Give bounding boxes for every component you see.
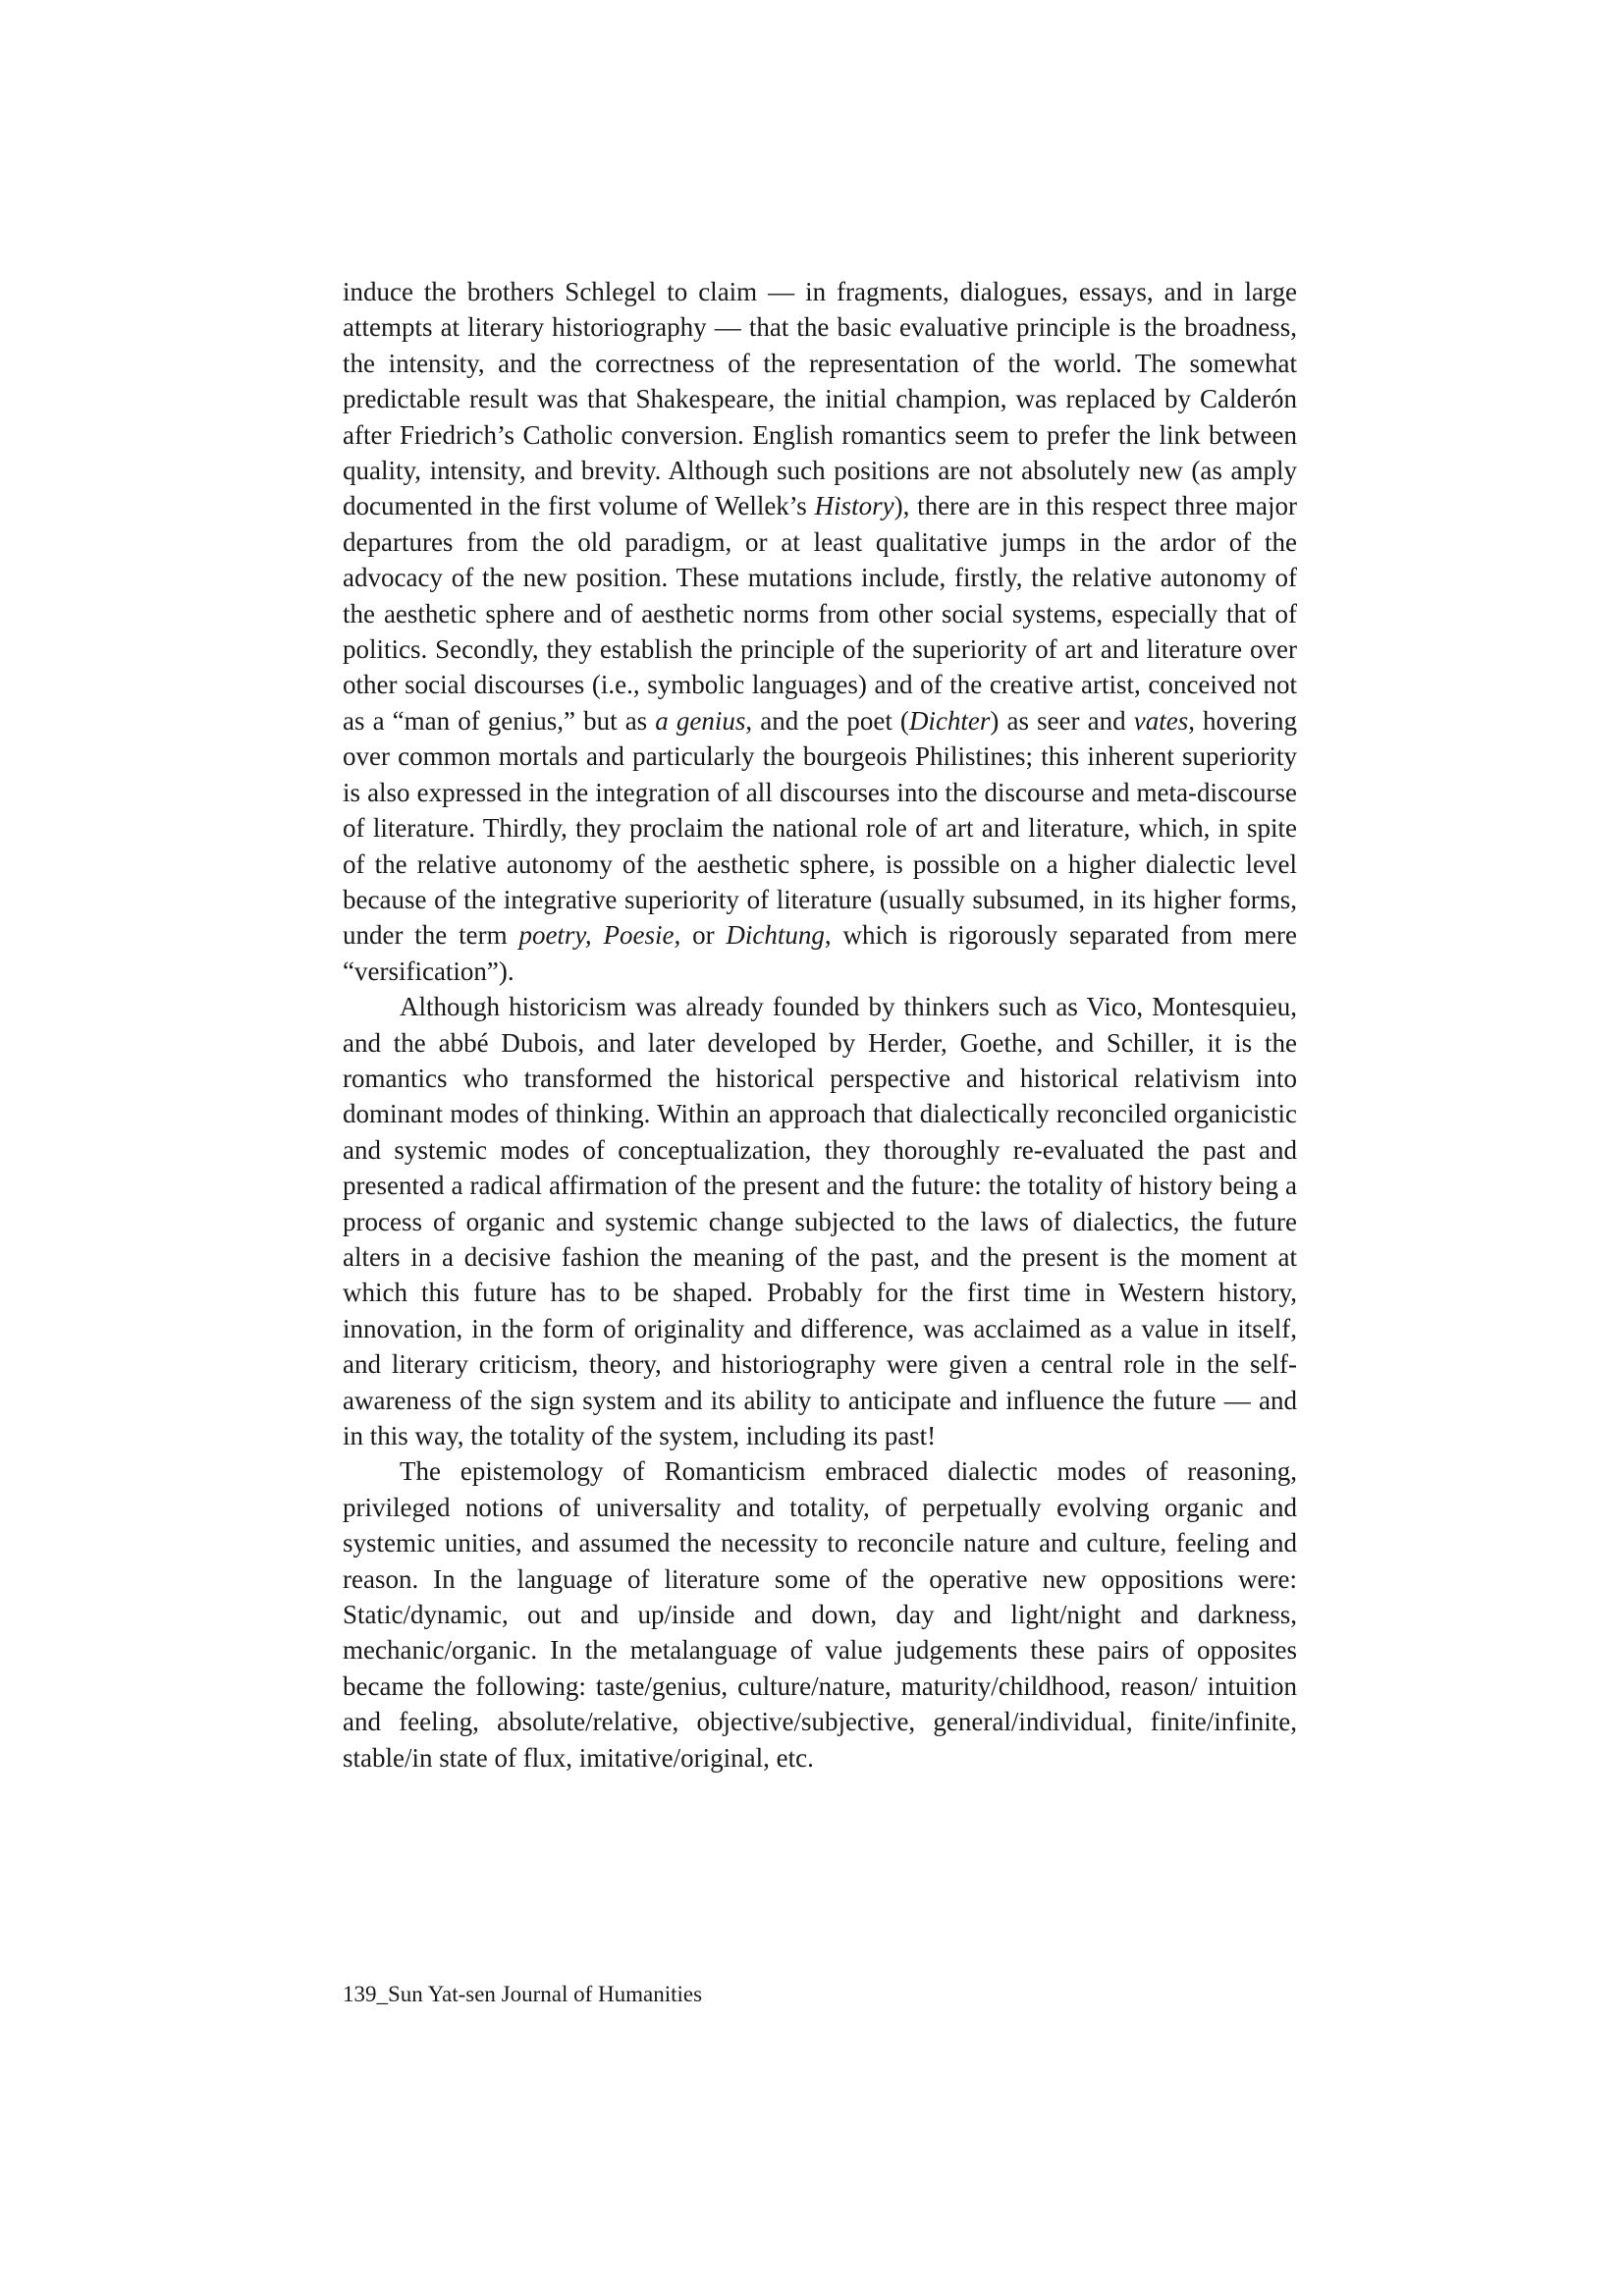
body-text <box>343 274 1297 1776</box>
text-segment: ), there are in this respect three major departures from the old paradigm, or at least qualitative jumps in the ardor of the advocacy of the new position. These mutations include, firstly, the relative autonomy of the aesthetic sphere and of aesthetic norms from other social systems, especially that of politics. Secondly, they establish the principle of the superiority of art and literature over other social discourses (i.e., symbolic languages) and of the creative artist, conceived not as a “man of genius,” but as <box>343 491 1297 736</box>
text-segment: Although historicism was already founded by thinkers such as Vico, Montesquieu, and the abbé Dubois, and later developed by Herder, Goethe, and Schiller, it is the romantics who transformed the historical perspective and historical relativism into dominant modes of thinking. Within an approach that dialectically reconciled organicistic and systemic modes of conceptualization, they thoroughly re-evaluated the past and presented a radical affirmation of the present and the future: the totality of history being a process of organic and systemic change subjected to the laws of dialectics, the future alters in a decisive fashion the meaning of the past, and the present is the moment at which this future has to be shaped. Probably for the first time in Western history, innovation, in the form of originality and difference, was acclaimed as a value in itself, and literary criticism, theory, and historiography were given a central role in the self-awareness of the sign system and its ability to anticipate and influence the future — and in this way, the totality of the system, including its past! <box>343 992 1297 1450</box>
text-segment: ) as seer and <box>990 705 1134 736</box>
italic-term-vates: vates <box>1133 705 1189 736</box>
paragraph-1 <box>343 274 1297 989</box>
text-segment: induce the brothers Schlegel to claim — in fragments, dialogues, essays, and in large attempts at literary historiography — that the basic evaluative principle is the broadness, the intensity, and the correctness of the representation of the world. The somewhat predictable result was that Shakespeare, the initial champion, was replaced by Calderón after Friedrich’s Catholic conversion. English romantics seem to prefer the link between quality, intensity, and brevity. Although such positions are not absolutely new (as amply documented in the first volume of Wellek’s <box>343 277 1297 521</box>
text-segment: , and the poet ( <box>745 705 909 736</box>
page-footer: 139_Sun Yat-sen Journal of Humanities <box>343 1982 703 2006</box>
text-segment: The epistemology of Romanticism embraced dialectic modes of reasoning, privileged notions of universality and totality, of perpetually evolving organic and systemic unities, and assumed the necessity to reconcile nature and culture, feeling and reason. In the language of literature some of the operative new oppositions were: Static/dynamic, out and up/inside and down, day and light/night and darkness, mechanic/organic. In the metalanguage of value judgements these pairs of opposites became the following: taste/genius, culture/nature, maturity/childhood, reason/ intuition and feeling, absolute/relative, objective/subjective, general/individual, finite/infinite, stable/in state of flux, imitative/original, etc. <box>343 1456 1297 1773</box>
text-segment: , which is rigorously separated from mere “versification”). <box>343 920 1297 986</box>
paragraph-3 <box>343 1453 1297 1776</box>
text-segment: or <box>680 920 727 951</box>
italic-term-a-genius: a genius <box>655 705 746 736</box>
italic-term-dichter: Dichter <box>908 705 991 736</box>
italic-title-history: History <box>814 491 894 521</box>
italic-term-dichtung: Dichtung <box>726 920 825 951</box>
italic-term-poetry-poesie: poetry, Poesie, <box>518 920 681 951</box>
text-segment: , hovering over common mortals and particularly the bourgeois Philistines; this inherent superiority is also expressed in the integration of all discourses into the discourse and meta-discourse of literature. Thirdly, they proclaim the national role of art and literature, which, in spite of the relative autonomy of the aesthetic sphere, is possible on a higher dialectic level because of the integrative superiority of literature (usually subsumed, in its higher forms, under the term <box>343 705 1298 951</box>
paragraph-2 <box>343 989 1297 1453</box>
